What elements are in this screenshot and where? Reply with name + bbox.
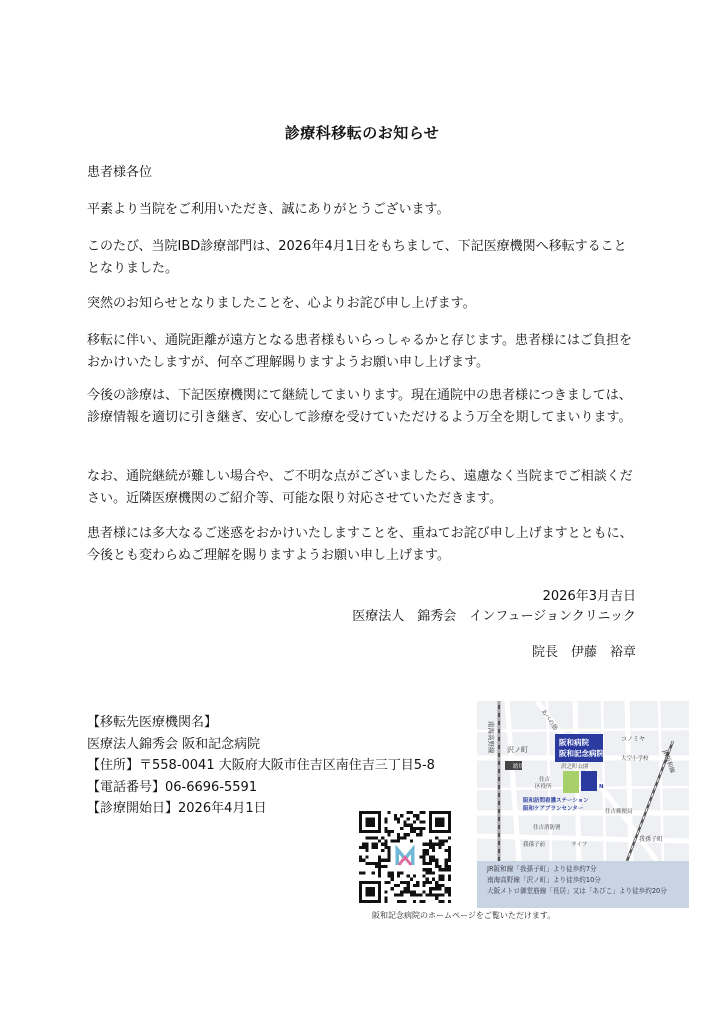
park-label: 沢之町公園 [561,764,589,770]
fire-station-label: 住吉消防署 [533,825,561,831]
qr-code-graphic [359,811,451,903]
salutation: 患者様各位 [87,165,153,180]
ward-office-label-2: 区役所 [535,784,552,790]
paragraph-consultation: なお、通院継続が難しい場合や、ご不明な点がございましたら、遠慮なく当院までご相談ください。近隣医療機関のご紹介等、可能な限り対応させていただきます。 [87,469,633,506]
abeno-street-label: あべの筋 [539,708,559,732]
destination-info [87,712,435,820]
access-nankai: 南海高野線「沢ノ町」より徒歩約10分 [487,876,601,884]
abiko-label: 我孫子前 [523,842,546,848]
komoniya-label: コノミヤ [621,736,646,743]
paragraph-relocation: このたび、当院IBD診療部門は、2026年4月1日をもちまして、下記医療機関へ移転することとなりました。 [87,239,627,276]
hospital-building [581,771,597,791]
destination-heading: 【移転先医療機関名】 [87,715,218,730]
nankai-line-label: 南海高野線 [487,721,495,754]
paragraph-apology: 突然のお知らせとなりましたことを、心よりお詫び申し上げます。 [87,296,476,311]
access-jr: JR阪和線「我孫子町」より徒歩約7分 [487,865,597,873]
north-marker: N [599,784,604,790]
map-graphic [477,701,689,861]
school-label: 大空小学校 [621,756,649,762]
post-office-label: 住吉郵便局 [605,809,633,815]
notice-organization: 医療法人 錦秀会 インフュージョンクリニック [352,609,636,624]
destination-start-date: 【診療開始日】2026年4月1日 [87,801,267,816]
page-title: 診療科移転のお知らせ [284,124,440,142]
destination-address: 【住所】〒558-0041 大阪府大阪市住吉区南住吉三丁目5-8 [87,758,435,773]
access-directions [477,861,689,908]
qr-code[interactable] [359,811,451,903]
sawanocho-label: 沢ノ町 [507,746,528,754]
access-map [477,701,689,908]
station-label-2: 阪和ケアプランセンター [523,806,584,812]
ward-office-label-1: 住吉 [539,777,551,783]
life-label: ライフ [571,842,588,848]
station-label-1: 阪和訪問看護ステーション [523,798,589,804]
access-metro: 大阪メトロ御堂筋線「長居」又は「あびこ」より徒歩約20分 [487,887,667,895]
notice-director: 院長 伊藤 裕章 [531,645,636,660]
fumikiri-label: 踏切 [513,764,525,770]
destination-name: 医療法人錦秀会 阪和記念病院 [87,736,261,752]
qr-caption: 阪和記念病院のホームページをご覧いただけます。 [372,911,556,920]
park-shape [563,771,579,793]
hospital-label-2: 阪和記念病院 [559,749,604,758]
paragraph-closing: 患者様には多大なるご迷惑をおかけいたしますことを、重ねてお詫び申し上げますとともに、今後とも変わらぬご理解を賜りますようお願い申し上げます。 [87,526,633,563]
paragraph-continuation: 今後の診療は、下記医療機関にて継続してまいります。現在通院中の患者様につきましては、診療情報を適切に引き継ぎ、安心して診療を受けていただけるよう万全を期してまいります。 [87,388,632,425]
hospital-label-1: 阪和病院 [559,738,589,747]
notice-date: 2026年3月吉日 [542,589,636,604]
paragraph-burden: 移転に伴い、通院距離が遠方となる患者様もいらっしゃるかと存じます。患者様にはご負担をおかけいたしますが、何卒ご理解賜りますようお願い申し上げます。 [87,333,632,370]
jr-hanwa-line-label: JR阪和線 [661,749,676,775]
paragraph-greeting: 平素より当院をご利用いただき、誠にありがとうございます。 [87,202,450,217]
destination-phone: 【電話番号】06-6696-5591 [87,779,258,795]
abiko-station-label: 我孫子町 [639,836,664,843]
